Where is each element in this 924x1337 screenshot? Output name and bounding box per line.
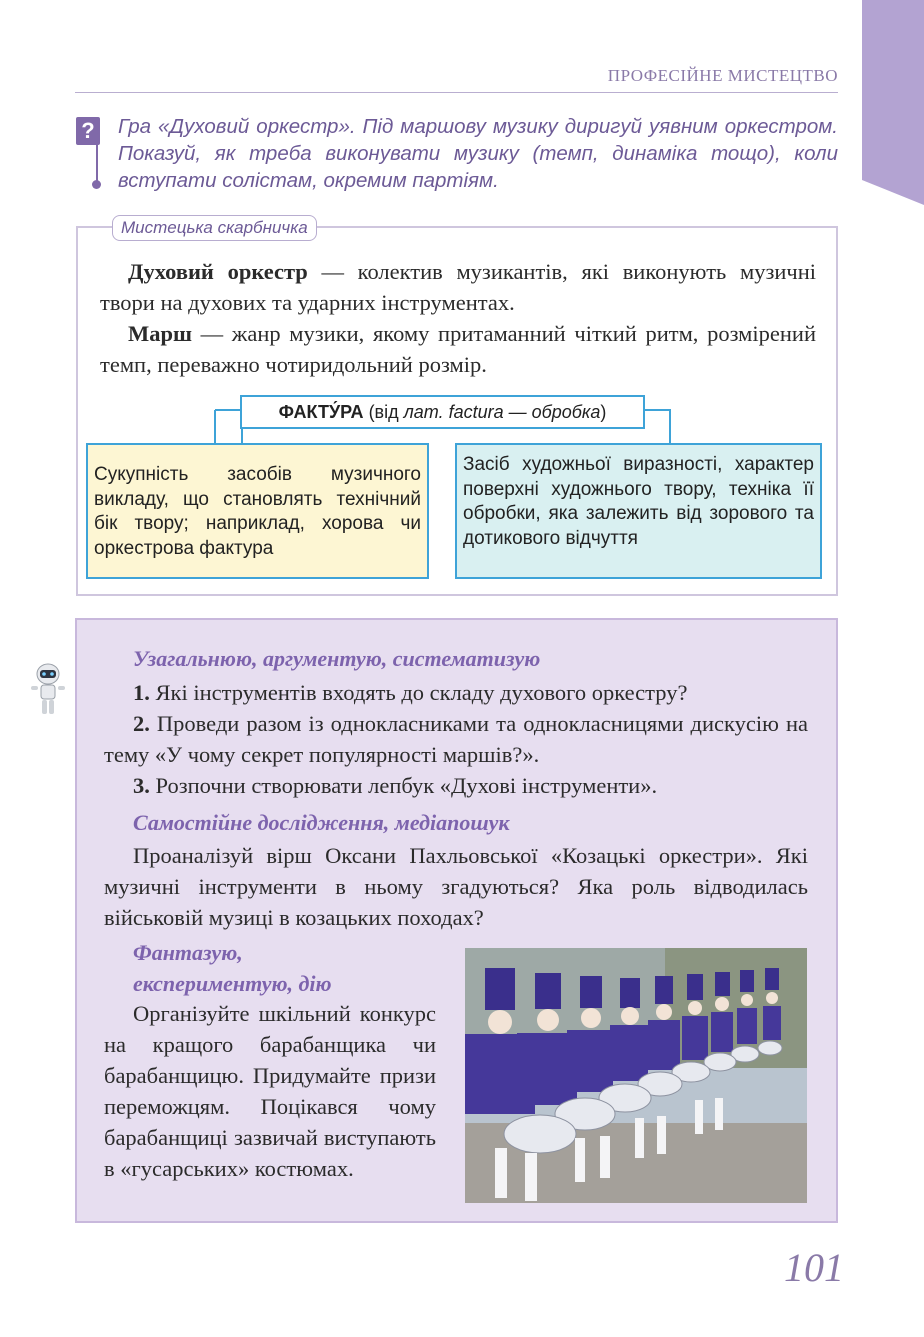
running-header: ПРОФЕСІЙНЕ МИСТЕЦТВО [607,66,838,85]
task-2-number: 2. [133,711,150,736]
task-3-number: 3. [133,773,150,798]
term-march: Марш [128,321,192,346]
drummers-parade-photo [465,948,807,1203]
header-divider [75,92,838,93]
task-1 [133,677,813,708]
definition-brass-band-text: — колектив музикантів, які виконують музичні твори на духових та ударних інструментах. [100,259,816,315]
factura-art-definition: Засіб художньої виразності, характер поверхні художнього твору, техніка її обробки, яка залежить від зорового та дотикового відчуття [455,443,822,579]
factura-music-definition: Сукупність засобів музичного викладу, що становлять технічний бік твору; наприклад, хорова чи оркестрова фактура [86,443,429,579]
task-3 [133,770,813,801]
definition-march-text: — жанр музики, якому притаманний чіткий ритм, розмірений темп, переважно чотиридольний розмір. [100,321,816,377]
heading-fantasize-line2: експериментую, дію [133,971,332,996]
factura-origin-prefix: (від [363,402,404,422]
research-task-text: Проаналізуй вірш Оксани Пахльовської «Козацькі оркестри». Які музичні інструменти в ньому згадуються? Яка роль відводилась військовій музиці в козацьких походах? [104,843,808,930]
factura-origin-suffix: ) [600,402,607,422]
factura-term: ФАКТУ́РА [278,402,364,422]
question-marker-dot [92,180,101,189]
question-marker-line [96,145,98,185]
treasury-label: Мистецька скарбничка [112,215,317,241]
factura-term-box [240,395,645,429]
factura-origin: лат. factura — обробка [403,402,601,422]
heading-generalize: Узагальнюю, аргументую, систематизую [133,646,541,671]
definition-brass-band [100,256,816,318]
task-2 [104,708,808,770]
task-1-number: 1. [133,680,150,705]
corner-tab-decoration [862,0,924,205]
game-task-text: Гра «Духовий оркестр». Під маршову музику диригуй уявним оркестром. Показуй, як треба виконувати музику (темп, динаміка тощо), коли вступати солістам, окремим партіям. [118,115,838,192]
robot-icon [28,662,68,718]
question-icon: ? [76,117,100,145]
fantasize-task-text: Організуйте шкільний конкурс на кращого барабанщика чи барабанщицю. Придумайте призи переможцям. Поцікався чому барабанщиці зазвичай виступають в «гусарських» костюмах. [104,1001,436,1181]
page-number: 101 [784,1245,844,1290]
task-1-text: Які інструментів входять до складу духового оркестру? [149,680,688,705]
term-brass-band: Духовий оркестр [128,259,308,284]
task-2-text: Проведи разом із однокласниками та однокласницями дискусію на тему «У чому секрет популярності маршів?». [104,711,808,767]
definition-march [100,318,816,380]
task-3-text: Розпочни створювати лепбук «Духові інструменти». [149,773,658,798]
heading-research: Самостійне дослідження, медіапошук [133,810,510,835]
heading-fantasize-line1: Фантазую, [133,940,243,965]
